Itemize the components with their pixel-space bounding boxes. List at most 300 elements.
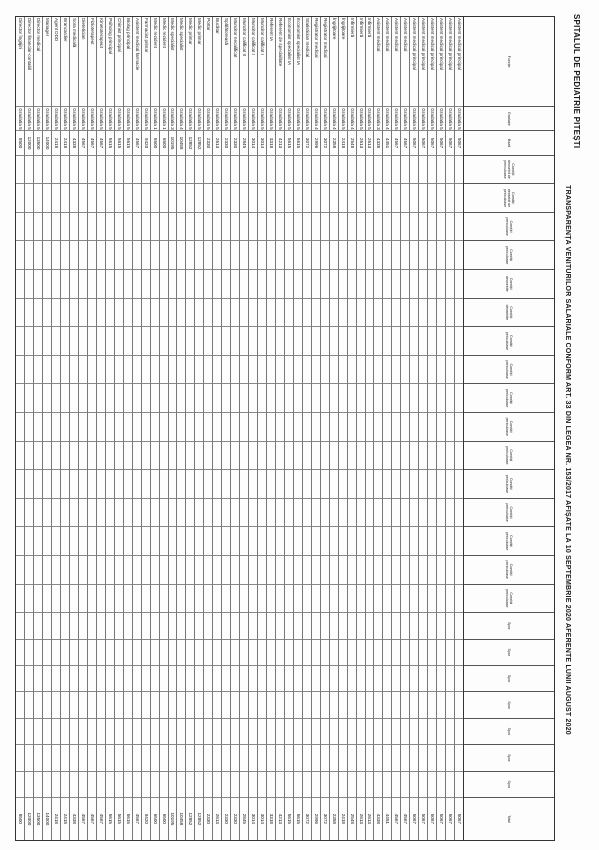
table-cell — [79, 356, 87, 385]
table-cell — [178, 692, 186, 718]
table-cell: Gradatia 5 — [394, 108, 400, 130]
table-cell: Gradatia 5 — [215, 108, 221, 130]
table-cell — [258, 692, 266, 718]
table-cell — [160, 640, 168, 666]
table-cell — [195, 692, 203, 718]
table-cell — [115, 241, 123, 270]
table-cell — [106, 156, 114, 185]
table-cell — [437, 213, 445, 242]
table-row — [177, 17, 186, 840]
table-row — [365, 17, 374, 840]
table-cell — [348, 413, 356, 442]
column-header: Spor — [464, 640, 554, 666]
table-cell — [321, 666, 329, 692]
table-cell: Gradatia 5 — [224, 108, 230, 130]
table-cell — [160, 772, 168, 798]
table-cell — [303, 299, 311, 328]
table-cell — [276, 356, 284, 385]
table-cell — [222, 613, 230, 639]
table-cell — [419, 613, 427, 639]
table-cell — [16, 241, 24, 270]
table-row — [16, 17, 24, 840]
table-cell: 2418 — [54, 813, 60, 824]
table-cell — [321, 692, 329, 718]
table-cell — [366, 640, 374, 666]
table-cell — [410, 241, 418, 270]
table-cell — [374, 384, 382, 413]
table-cell — [186, 692, 194, 718]
table-cell: 4338 — [376, 813, 382, 824]
table-cell — [16, 184, 24, 213]
table-cell: 9420 — [143, 813, 149, 824]
table-cell: 2613 — [366, 131, 374, 155]
table-cell — [70, 719, 78, 745]
table-cell — [428, 666, 436, 692]
table-cell — [186, 299, 194, 328]
table-cell — [160, 384, 168, 413]
table-cell: Gradatia 5 — [206, 108, 212, 130]
table-cell — [437, 745, 445, 771]
table-cell — [392, 299, 400, 328]
table-cell — [455, 270, 463, 299]
table-cell: Gradatia 5 — [412, 108, 418, 130]
table-cell — [276, 213, 284, 242]
table-cell — [70, 184, 78, 213]
table-cell — [330, 745, 338, 771]
table-cell: 5615 — [294, 131, 302, 155]
table-cell — [186, 413, 194, 442]
table-cell — [249, 585, 257, 614]
table-cell — [383, 184, 391, 213]
table-cell: 6500 — [151, 131, 159, 155]
table-cell — [366, 413, 374, 442]
salary-table — [15, 16, 555, 841]
table-cell — [124, 613, 132, 639]
table-cell — [294, 327, 302, 356]
table-cell — [178, 213, 186, 242]
table-cell: 3072 — [322, 813, 328, 824]
cell-function: Sora medicală — [70, 17, 78, 107]
table-row — [123, 17, 132, 840]
table-cell — [276, 327, 284, 356]
column-header: Bază — [464, 131, 554, 155]
column-header: Spor — [464, 692, 554, 718]
table-cell: 3014 — [249, 131, 257, 155]
table-cell — [455, 384, 463, 413]
table-cell — [142, 241, 150, 270]
table-cell — [383, 527, 391, 556]
table-cell — [88, 556, 96, 585]
table-cell — [366, 184, 374, 213]
table-cell — [410, 640, 418, 666]
table-cell — [240, 270, 248, 299]
table-cell — [213, 719, 221, 745]
table-body — [16, 17, 463, 840]
table-cell — [321, 585, 329, 614]
table-cell — [79, 499, 87, 528]
table-cell — [79, 299, 87, 328]
table-cell — [285, 719, 293, 745]
table-cell — [392, 666, 400, 692]
table-cell — [348, 556, 356, 585]
table-cell — [52, 692, 60, 718]
table-cell — [240, 299, 248, 328]
table-cell — [446, 527, 454, 556]
table-cell — [366, 470, 374, 499]
table-cell — [61, 213, 69, 242]
table-cell — [34, 666, 42, 692]
table-cell — [106, 719, 114, 745]
table-cell — [61, 327, 69, 356]
table-cell — [249, 613, 257, 639]
table-cell — [195, 666, 203, 692]
table-cell — [25, 270, 33, 299]
table-cell — [401, 470, 409, 499]
table-cell — [142, 270, 150, 299]
table-cell — [151, 442, 159, 471]
column-header: Gradație — [464, 107, 554, 131]
table-cell — [178, 470, 186, 499]
table-cell — [419, 772, 427, 798]
table-cell — [357, 299, 365, 328]
table-cell — [446, 640, 454, 666]
table-cell — [186, 270, 194, 299]
table-cell — [437, 442, 445, 471]
table-cell: Gradatia 5 — [72, 108, 78, 130]
table-cell — [43, 384, 51, 413]
table-cell: 2613 — [367, 813, 373, 824]
table-cell — [115, 719, 123, 745]
table-cell — [428, 499, 436, 528]
table-cell — [43, 299, 51, 328]
table-cell — [43, 666, 51, 692]
table-cell — [410, 772, 418, 798]
column-header: Condiții periculoase — [464, 241, 554, 270]
table-row — [105, 17, 114, 840]
table-cell — [88, 719, 96, 745]
table-row — [150, 17, 159, 840]
table-cell — [410, 745, 418, 771]
table-cell — [267, 692, 275, 718]
table-cell — [213, 413, 221, 442]
table-cell — [276, 527, 284, 556]
table-cell — [97, 384, 105, 413]
table-cell — [213, 184, 221, 213]
table-cell — [339, 356, 347, 385]
table-cell — [303, 719, 311, 745]
table-cell — [169, 356, 177, 385]
table-cell — [401, 327, 409, 356]
table-cell: Gradatia 5 — [45, 108, 51, 130]
table-cell — [383, 613, 391, 639]
table-cell — [124, 666, 132, 692]
table-cell — [186, 384, 194, 413]
cell-function: Asistent medical farmacie — [133, 17, 141, 107]
table-cell — [186, 327, 194, 356]
table-cell — [383, 241, 391, 270]
table-cell — [133, 556, 141, 585]
table-cell — [186, 640, 194, 666]
table-cell — [151, 156, 159, 185]
table-cell — [437, 156, 445, 185]
table-cell — [348, 692, 356, 718]
table-cell — [222, 356, 230, 385]
table-cell — [357, 356, 365, 385]
table-cell — [178, 270, 186, 299]
table-cell — [240, 213, 248, 242]
cell-function: Bucătar — [213, 17, 221, 107]
table-cell — [410, 270, 418, 299]
table-cell — [115, 556, 123, 585]
table-cell: Gradatia 5 — [277, 108, 283, 130]
table-cell — [106, 184, 114, 213]
table-cell — [106, 640, 114, 666]
table-cell — [366, 270, 374, 299]
table-cell — [357, 719, 365, 745]
table-cell — [222, 585, 230, 614]
table-cell — [419, 719, 427, 745]
table-row — [33, 17, 42, 840]
table-cell — [392, 527, 400, 556]
table-cell — [213, 213, 221, 242]
table-cell — [339, 213, 347, 242]
table-cell — [43, 613, 51, 639]
table-cell — [410, 327, 418, 356]
table-cell — [169, 772, 177, 798]
table-cell — [330, 499, 338, 528]
table-cell — [455, 692, 463, 718]
table-cell — [240, 442, 248, 471]
table-cell — [249, 356, 257, 385]
table-cell — [446, 413, 454, 442]
table-cell — [303, 613, 311, 639]
table-cell — [294, 241, 302, 270]
cell-function: Infirmieră — [366, 17, 374, 107]
table-cell — [151, 719, 159, 745]
table-cell: 4567 — [79, 131, 87, 155]
table-cell — [97, 270, 105, 299]
table-cell — [303, 745, 311, 771]
table-cell — [249, 184, 257, 213]
table-cell — [312, 384, 320, 413]
table-cell — [142, 745, 150, 771]
table-row — [248, 17, 257, 840]
table-cell — [240, 666, 248, 692]
table-cell — [348, 213, 356, 242]
table-cell — [16, 156, 24, 185]
table-cell — [366, 299, 374, 328]
table-cell — [446, 745, 454, 771]
table-cell: Gradatia 3 — [170, 108, 176, 130]
table-cell — [267, 184, 275, 213]
table-cell: 12852 — [188, 812, 194, 826]
table-cell — [43, 556, 51, 585]
table-cell — [392, 470, 400, 499]
table-cell — [419, 156, 427, 185]
table-cell — [294, 499, 302, 528]
table-cell — [249, 527, 257, 556]
table-cell — [374, 327, 382, 356]
table-cell — [160, 356, 168, 385]
table-cell: Gradatia 5 — [367, 108, 373, 130]
table-cell: 4451 — [383, 131, 391, 155]
table-cell — [142, 719, 150, 745]
table-cell — [25, 666, 33, 692]
table-cell — [249, 470, 257, 499]
table-cell — [357, 384, 365, 413]
table-cell: 4338 — [72, 813, 78, 824]
table-cell — [455, 772, 463, 798]
table-cell: 2613 — [358, 813, 364, 824]
table-cell — [366, 213, 374, 242]
table-cell — [52, 184, 60, 213]
table-cell: 10195 — [169, 131, 177, 155]
table-cell — [160, 442, 168, 471]
table-cell — [142, 184, 150, 213]
table-cell — [419, 666, 427, 692]
table-cell: 5067 — [455, 131, 463, 155]
table-cell: 5067 — [421, 813, 427, 824]
table-cell — [16, 666, 24, 692]
table-row — [445, 17, 454, 840]
table-cell: Gradatia 5 — [80, 108, 86, 130]
table-cell — [160, 745, 168, 771]
table-cell — [312, 556, 320, 585]
table-cell — [79, 156, 87, 185]
table-cell — [392, 184, 400, 213]
table-cell — [446, 692, 454, 718]
table-cell — [70, 613, 78, 639]
table-cell — [321, 527, 329, 556]
table-cell: 2418 — [52, 131, 60, 155]
table-cell — [43, 156, 51, 185]
table-cell — [330, 413, 338, 442]
table-cell — [88, 527, 96, 556]
table-cell — [401, 692, 409, 718]
table-cell — [446, 772, 454, 798]
cell-function: Asistent medical principal — [446, 17, 454, 107]
table-cell — [124, 556, 132, 585]
table-row — [329, 17, 338, 840]
table-cell — [213, 613, 221, 639]
table-cell — [410, 470, 418, 499]
table-cell — [419, 384, 427, 413]
table-cell: Gradatia 5 — [188, 108, 194, 130]
table-cell — [258, 470, 266, 499]
table-cell — [231, 413, 239, 442]
table-cell — [34, 585, 42, 614]
table-cell: 3014 — [251, 813, 257, 824]
table-cell — [133, 470, 141, 499]
table-cell — [70, 241, 78, 270]
table-cell — [410, 585, 418, 614]
table-cell — [231, 666, 239, 692]
table-cell: 14000 — [43, 131, 51, 155]
table-cell — [348, 241, 356, 270]
table-cell — [25, 413, 33, 442]
table-cell — [276, 556, 284, 585]
table-row — [302, 17, 311, 840]
table-cell — [410, 384, 418, 413]
table-cell: 5615 — [116, 813, 122, 824]
table-cell — [383, 499, 391, 528]
table-cell: 3014 — [258, 131, 266, 155]
table-cell — [34, 241, 42, 270]
table-row — [132, 17, 141, 840]
table-cell — [169, 442, 177, 471]
table-cell — [339, 384, 347, 413]
table-cell — [222, 470, 230, 499]
table-cell: Gradatia 3 — [376, 108, 382, 130]
table-cell — [52, 384, 60, 413]
table-row — [141, 17, 150, 840]
table-cell — [294, 213, 302, 242]
table-cell — [330, 384, 338, 413]
table-cell — [294, 719, 302, 745]
table-cell — [276, 772, 284, 798]
table-cell — [419, 692, 427, 718]
table-cell — [178, 585, 186, 614]
table-cell — [70, 470, 78, 499]
table-cell: Gradatia 4 — [331, 108, 337, 130]
table-cell: 5615 — [295, 813, 301, 824]
table-cell — [410, 299, 418, 328]
table-cell — [258, 270, 266, 299]
table-cell — [169, 556, 177, 585]
table-cell — [16, 527, 24, 556]
table-cell — [70, 384, 78, 413]
table-cell — [330, 299, 338, 328]
table-cell — [330, 241, 338, 270]
table-cell — [142, 499, 150, 528]
table-cell — [455, 470, 463, 499]
table-cell — [276, 640, 284, 666]
table-cell — [294, 356, 302, 385]
table-cell — [169, 719, 177, 745]
table-cell: 3318 — [268, 813, 274, 824]
table-cell: 4567 — [97, 131, 105, 155]
table-cell — [16, 356, 24, 385]
table-cell: Gradatia 1 — [161, 108, 167, 130]
table-cell — [115, 184, 123, 213]
table-cell — [267, 527, 275, 556]
table-cell — [195, 384, 203, 413]
table-cell — [312, 666, 320, 692]
table-cell — [186, 719, 194, 745]
column-header: Total — [507, 815, 512, 823]
table-cell — [34, 745, 42, 771]
table-cell — [186, 499, 194, 528]
table-cell — [330, 527, 338, 556]
table-cell: 5067 — [410, 131, 418, 155]
table-cell — [204, 613, 212, 639]
table-cell — [428, 719, 436, 745]
table-cell — [195, 327, 203, 356]
table-cell — [446, 184, 454, 213]
table-cell: Gradatia 5 — [125, 108, 131, 130]
table-cell — [330, 692, 338, 718]
table-cell: 5615 — [124, 131, 132, 155]
table-cell — [348, 613, 356, 639]
table-cell — [437, 356, 445, 385]
table-cell — [410, 556, 418, 585]
table-cell — [419, 470, 427, 499]
table-row — [203, 17, 212, 840]
cell-function: Kinetoterapeut — [97, 17, 105, 107]
table-cell — [428, 241, 436, 270]
table-cell — [285, 384, 293, 413]
table-cell — [115, 640, 123, 666]
